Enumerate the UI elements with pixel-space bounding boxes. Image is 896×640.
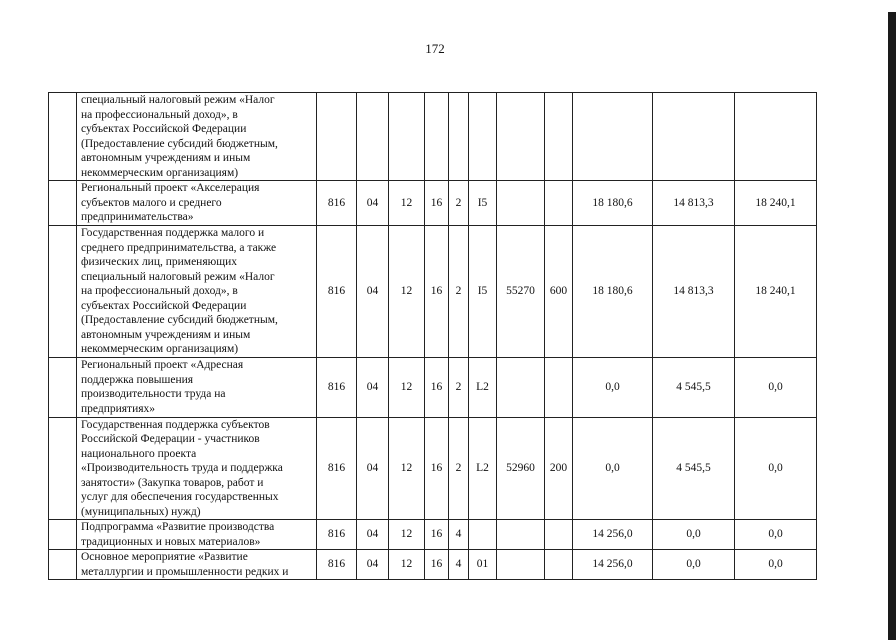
cell-c1: 16 [425, 520, 449, 550]
cell-y1: 14 256,0 [573, 550, 653, 580]
row-name-line: субъектах Российской Федерации [81, 123, 247, 135]
table-row [49, 550, 817, 580]
cell-y2: 0,0 [653, 550, 735, 580]
row-name-cell [77, 550, 317, 580]
cell-c4 [497, 550, 545, 580]
cell-c3: L2 [469, 417, 497, 520]
row-name-line: субъектах Российской Федерации [81, 299, 247, 312]
row-name-line: среднего предпринимательства, а также [81, 241, 277, 254]
cell-y3: 0,0 [735, 357, 817, 417]
cell-pr [389, 93, 425, 181]
row-index-cell [49, 226, 77, 358]
row-name-cell [77, 181, 317, 226]
cell-c3: 01 [469, 550, 497, 580]
cell-gr: 816 [317, 181, 357, 226]
row-name-line: специальный налоговый режим «Налог [81, 270, 275, 283]
row-name-line: специальный налоговый режим «Налог [81, 94, 275, 106]
cell-c4: 52960 [497, 417, 545, 520]
table-row [49, 181, 817, 226]
cell-vr [545, 520, 573, 550]
cell-c2: 2 [449, 357, 469, 417]
row-name-line: субъектов малого и среднего [81, 196, 222, 209]
cell-y3: 0,0 [735, 550, 817, 580]
cell-c2: 2 [449, 417, 469, 520]
row-name-line: физических лиц, применяющих [81, 256, 237, 268]
row-name-line: занятости» (Закупка товаров, работ и [81, 476, 264, 489]
cell-rz: 04 [357, 417, 389, 520]
cell-c4 [497, 93, 545, 181]
cell-pr: 12 [389, 181, 425, 226]
row-name-line: Российской Федерации - участников [81, 433, 260, 445]
cell-c1: 16 [425, 226, 449, 358]
cell-vr [545, 550, 573, 580]
cell-rz: 04 [357, 226, 389, 358]
cell-c3 [469, 520, 497, 550]
row-name-line: автономным учреждениям и иным [81, 328, 251, 341]
cell-pr: 12 [389, 520, 425, 550]
row-name-line: национального проекта [81, 447, 197, 460]
cell-c2: 2 [449, 226, 469, 358]
cell-gr [317, 93, 357, 181]
row-name-cell [77, 93, 317, 181]
row-name-cell [77, 226, 317, 358]
cell-y3: 0,0 [735, 417, 817, 520]
row-name-line: автономным учреждениям и иным [81, 152, 251, 164]
cell-gr: 816 [317, 417, 357, 520]
row-name-line: Государственная поддержка субъектов [81, 418, 270, 431]
cell-vr: 600 [545, 226, 573, 358]
row-name-line: Подпрограмма «Развитие производства [81, 521, 275, 533]
cell-c1: 16 [425, 181, 449, 226]
cell-y1 [573, 93, 653, 181]
row-name-line: поддержка повышения [81, 373, 194, 386]
cell-c3 [469, 93, 497, 181]
row-name-line: некоммерческим организациям) [81, 166, 239, 179]
row-name-line: некоммерческим организациям) [81, 343, 239, 355]
table-row [49, 357, 817, 417]
row-name-line: на профессиональный доход», в [81, 285, 238, 297]
row-index-cell [49, 93, 77, 181]
cell-y2: 4 545,5 [653, 357, 735, 417]
row-name-line: производительности труда на [81, 388, 226, 400]
cell-y2 [653, 93, 735, 181]
row-name-line: на профессиональный доход», в [81, 108, 238, 121]
row-index-cell [49, 520, 77, 550]
cell-vr [545, 357, 573, 417]
row-name-line: металлургии и промышленности редких и [81, 565, 289, 578]
cell-c1 [425, 93, 449, 181]
cell-gr: 816 [317, 520, 357, 550]
cell-y1: 0,0 [573, 417, 653, 520]
cell-y1: 0,0 [573, 357, 653, 417]
table-row [49, 226, 817, 358]
cell-y1: 14 256,0 [573, 520, 653, 550]
cell-y3: 0,0 [735, 520, 817, 550]
table-row [49, 93, 817, 181]
row-name-line: Основное мероприятие «Развитие [81, 551, 248, 563]
cell-c2: 4 [449, 550, 469, 580]
row-name-cell [77, 357, 317, 417]
cell-gr: 816 [317, 226, 357, 358]
row-index-cell [49, 550, 77, 580]
cell-vr: 200 [545, 417, 573, 520]
cell-c4: 55270 [497, 226, 545, 358]
cell-y1: 18 180,6 [573, 226, 653, 358]
cell-pr: 12 [389, 226, 425, 358]
row-name-line: (муниципальных) нужд) [81, 505, 201, 518]
row-name-line: услуг для обеспечения государственных [81, 491, 279, 503]
row-name-line: (Предоставление субсидий бюджетным, [81, 314, 278, 326]
cell-gr: 816 [317, 357, 357, 417]
cell-y2: 4 545,5 [653, 417, 735, 520]
cell-y3 [735, 93, 817, 181]
cell-vr [545, 93, 573, 181]
budget-table [48, 92, 817, 580]
cell-rz: 04 [357, 520, 389, 550]
cell-rz: 04 [357, 181, 389, 226]
cell-c4 [497, 520, 545, 550]
cell-pr: 12 [389, 550, 425, 580]
cell-c4 [497, 357, 545, 417]
cell-y2: 0,0 [653, 520, 735, 550]
row-name-cell [77, 520, 317, 550]
page-number: 172 [425, 41, 445, 56]
table-row [49, 417, 817, 520]
row-name-line: традиционных и новых материалов» [81, 535, 261, 548]
cell-c3: I5 [469, 226, 497, 358]
row-name-line: Государственная поддержка малого и [81, 227, 265, 239]
cell-rz: 04 [357, 550, 389, 580]
row-index-cell [49, 357, 77, 417]
cell-c4 [497, 181, 545, 226]
cell-y1: 18 180,6 [573, 181, 653, 226]
row-name-line: «Производительность труда и поддержка [81, 462, 283, 474]
cell-c2 [449, 93, 469, 181]
row-name-line: Региональный проект «Адресная [81, 359, 244, 371]
cell-c1: 16 [425, 550, 449, 580]
cell-c3: I5 [469, 181, 497, 226]
cell-c1: 16 [425, 357, 449, 417]
table-row [49, 520, 817, 550]
cell-y2: 14 813,3 [653, 226, 735, 358]
row-index-cell [49, 417, 77, 520]
cell-c1: 16 [425, 417, 449, 520]
cell-y3: 18 240,1 [735, 226, 817, 358]
row-name-line: предприятиях» [81, 402, 156, 415]
row-name-line: Региональный проект «Акселерация [81, 182, 260, 195]
cell-rz [357, 93, 389, 181]
cell-y3: 18 240,1 [735, 181, 817, 226]
cell-y2: 14 813,3 [653, 181, 735, 226]
scan-edge [888, 12, 896, 640]
row-name-line: (Предоставление субсидий бюджетным, [81, 137, 278, 150]
cell-rz: 04 [357, 357, 389, 417]
cell-c2: 2 [449, 181, 469, 226]
row-name-line: предпринимательства» [81, 211, 194, 224]
cell-pr: 12 [389, 417, 425, 520]
cell-vr [545, 181, 573, 226]
cell-c2: 4 [449, 520, 469, 550]
row-name-cell [77, 417, 317, 520]
row-index-cell [49, 181, 77, 226]
cell-c3: L2 [469, 357, 497, 417]
cell-pr: 12 [389, 357, 425, 417]
cell-gr: 816 [317, 550, 357, 580]
